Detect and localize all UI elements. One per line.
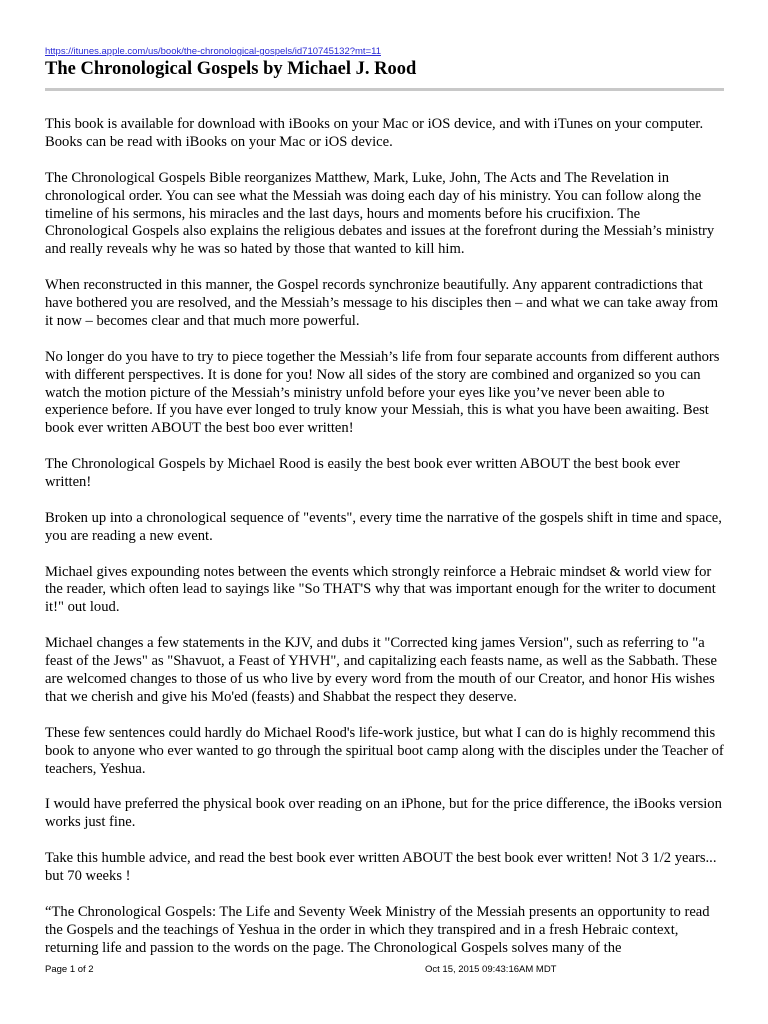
paragraph-2: The Chronological Gospels Bible reorganizes Matthew, Mark, Luke, John, The Acts and The Revelation in chronological order. You can see what the Messiah was doing each day of his ministry. You can follow along the timeline of his sermons, his miracles and the last days, hours and moments before his crucifixion. The Chronological Gospels also explains the religious debates and issues at the forefront during the Messiah’s ministry and really reveals why he was so hated by those that wanted to kill him. (45, 169, 715, 258)
paragraph-10: I would have preferred the physical book over reading on an iPhone, but for the price difference, the iBooks version works just fine. (45, 796, 722, 831)
paragraph-4: No longer do you have to try to piece together the Messiah’s life from four separate accounts from different authors with different perspectives. It is done for you! Now all sides of the story are combined and organized so you can watch the motion picture of the Messiah’s ministry unfold before your eyes like you’ve never been able to experience before. If you have ever longed to truly know your Messiah, this is what you have been awaiting. Best book ever written ABOUT the best boo ever written! (45, 348, 720, 437)
header-divider (45, 88, 724, 91)
article-body (45, 116, 725, 975)
paragraph-1: This book is available for download with iBooks on your Mac or iOS device, and with iTunes on your computer. Books can be read with iBooks on your Mac or iOS device. (45, 116, 704, 150)
paragraph-9: These few sentences could hardly do Michael Rood's life-work justice, but what I can do is highly recommend this book to anyone who ever wanted to go through the spiritual boot camp along with the disciples under the Teacher of teachers, Yeshua. (45, 724, 724, 777)
paragraph-11: Take this humble advice, and read the best book ever written ABOUT the best book ever written! Not 3 1/2 years... but 70 weeks ! (45, 850, 717, 884)
print-timestamp: Oct 15, 2015 09:43:16AM MDT (425, 964, 557, 975)
paragraph-7: Michael gives expounding notes between the events which strongly reinforce a Hebraic mindset & world view for the reader, which often lead to sayings like "So THAT'S why that was important enough for the writer to document it!" out loud. (45, 563, 716, 616)
paragraph-8: Michael changes a few statements in the KJV, and dubs it "Corrected king james Version", such as referring to "a feast of the Jews" as "Shavuot, a Feast of YHVH", and capitalizing each feasts name, as well as the Sabbath. These are welcomed changes to those of us who live by every word from the mouth of our Creator, and honor His wishes that we cherish and give his Mo'ed (feasts) and Shabbat the respect they deserve. (45, 635, 717, 705)
page-title: The Chronological Gospels by Michael J. Rood (45, 59, 417, 79)
source-url-link[interactable]: https://itunes.apple.com/us/book/the-chronological-gospels/id710745132?mt=11 (45, 46, 381, 57)
document-page (45, 0, 725, 1024)
paragraph-12: “The Chronological Gospels: The Life and Seventy Week Ministry of the Messiah presents an opportunity to read the Gospels and the teachings of Yeshua in the order in which they transpired and in a fresh Hebraic context, returning life and passion to the words on the page. The Chronological Gospels solves many of the (45, 903, 710, 956)
page-number: Page 1 of 2 (45, 964, 94, 975)
paragraph-5: The Chronological Gospels by Michael Rood is easily the best book ever written ABOUT the best book ever written! (45, 456, 680, 491)
paragraph-3: When reconstructed in this manner, the Gospel records synchronize beautifully. Any apparent contradictions that have bothered you are resolved, and the Messiah’s message to his disciples then – and what we can take away from it now – becomes clear and that much more powerful. (45, 277, 719, 329)
paragraph-6: Broken up into a chronological sequence of "events", every time the narrative of the gospels shift in time and space, you are reading a new event. (45, 509, 722, 544)
